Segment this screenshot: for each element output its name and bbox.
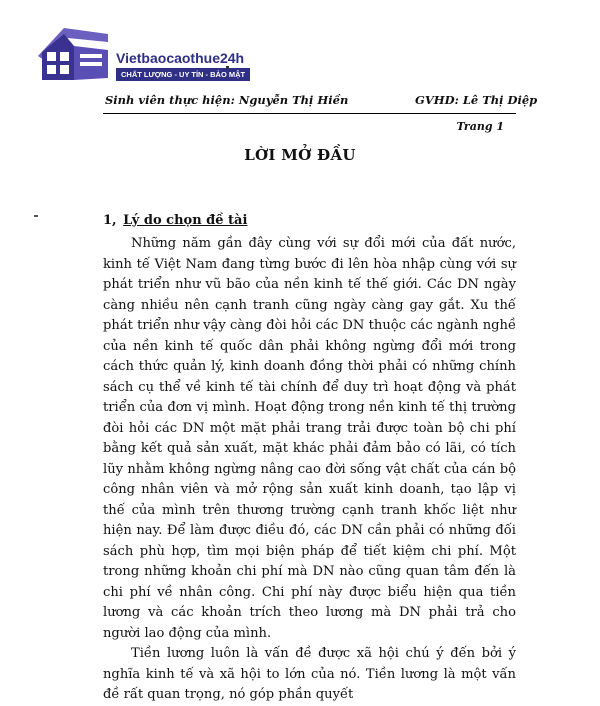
- header-divider: [103, 113, 516, 114]
- section-heading: [103, 213, 247, 228]
- paragraph: Những năm gần đây cùng với sự đổi mới của đất nước, kinh tế Việt Nam đang từng bước đi lên hòa nhập cùng với sự phát triển như vũ bão của nền kinh tế thế giới. Các DN ngày càng nhiều nên cạnh tranh cũng ngày càng gay gắt. Xu thế phát triển như vậy càng đòi hỏi các DN thuộc các ngành nghề của nền kinh tế quốc dân phải không ngừng đổi mới trong cách thức quản lý, kinh doanh đồng thời phải có những chính sách cụ thể về kinh tế tài chính để duy trì hoạt động và phát triển của đơn vị mình. Hoạt động trong nền kinh tế thị trường đòi hỏi các DN một mặt phải trang trải được toàn bộ chi phí bằng kết quả sản xuất, mặt khác phải đảm bảo có lãi, có tích lũy nhằm không ngừng nâng cao đời sống vật chất của cán bộ công nhân viên và mở rộng sản xuất kinh doanh, tạo lập vị thế của mình trên thương trường cạnh tranh khốc liệt như hiện nay. Để làm được điều đó, các DN cần phải có những đối sách phù hợp, tìm mọi biện pháp để tiết kiệm chi phí. Một trong những khoản chi phí mà DN nào cũng quan tâm đến là chi phí về nhân công. Chi phí này được biểu hiện qua tiền lương và các khoản trích theo lương mà DN phải trả cho người lao động của mình.: [103, 236, 516, 641]
- decorative-dot: [34, 215, 38, 217]
- body-text: [103, 234, 516, 706]
- section-title: Lý do chọn đề tài: [123, 213, 248, 228]
- brand-tagline: CHẤT LƯỢNG - UY TÍN - BẢO MẬT: [116, 68, 250, 81]
- section-number: 1,: [103, 213, 117, 228]
- brand-logo: [34, 22, 244, 82]
- decorative-dot: [226, 66, 229, 69]
- page-title: LỜI MỞ ĐẦU: [244, 146, 356, 164]
- paragraph: Tiền lương luôn là vấn đề được xã hội chú ý đến bởi ý nghĩa kinh tế và xã hội to lớn của nó. Tiền lương là một vấn đề rất quan trọng, nó góp phần quyết: [103, 646, 516, 702]
- page-number: Trang 1: [456, 120, 504, 133]
- book-house-logo-icon: [34, 22, 112, 82]
- brand-name: Vietbaocaothue24h: [116, 50, 245, 66]
- advisor-name: GVHD: Lê Thị Diệp: [415, 93, 538, 107]
- student-name: Sinh viên thực hiện: Nguyễn Thị Hiền: [105, 93, 349, 107]
